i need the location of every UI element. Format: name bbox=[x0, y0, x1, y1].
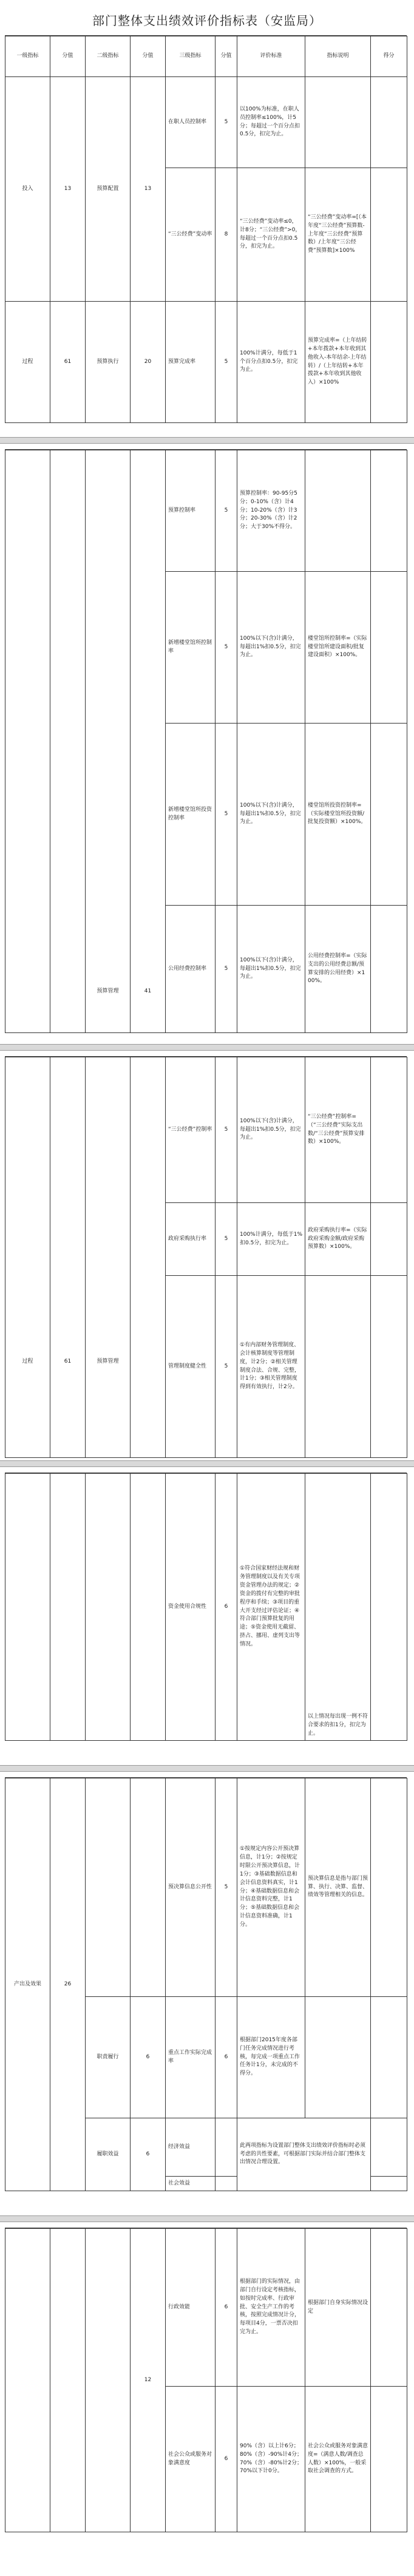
result-cell bbox=[371, 1203, 407, 1276]
table-header-row bbox=[5, 36, 407, 77]
header-cell: 指标说明 bbox=[305, 36, 371, 77]
l3-cell: 社会公众或服务对象满意度 bbox=[166, 2387, 215, 2532]
score-cell: 5 bbox=[215, 1276, 237, 1458]
l3-cell: 行政效能 bbox=[166, 2229, 215, 2387]
desc-cell: 预决算信息是指与部门预算、执行、决算、监督、绩效等管理相关的信息。 bbox=[305, 1778, 371, 1997]
l3-cell: 管理制度健全性 bbox=[166, 1276, 215, 1458]
score-cell: 5 bbox=[215, 1203, 237, 1276]
score-cell: 6 bbox=[131, 2118, 166, 2191]
indicator-table-1 bbox=[5, 36, 407, 423]
desc-cell: “三公经费”变动率=[（本年度“三公经费”预算数-上年度“三公经费”预算数）/上年度“三公经费”预算数]×100% bbox=[305, 168, 371, 302]
result-cell bbox=[371, 450, 407, 572]
score-cell: 5 bbox=[215, 450, 237, 572]
standard-cell: 100%计满分，每低于1个百分点扣0.5分，扣完为止。 bbox=[237, 302, 305, 423]
result-cell bbox=[371, 1276, 407, 1458]
l2-cell: 履职效益 bbox=[86, 2118, 131, 2191]
l3-cell: 预算控制率 bbox=[166, 450, 215, 572]
table-page-4 bbox=[5, 1473, 407, 1741]
result-cell bbox=[371, 2177, 407, 2191]
standard-cell: “三公经费”变动率≤0，计8分；“三公经费”>0，每超过一个百分点扣0.5分，扣完为止。 bbox=[237, 168, 305, 302]
indicator-table-3 bbox=[5, 1057, 407, 1458]
header-cell: 三级指标 bbox=[166, 36, 215, 77]
table-row bbox=[5, 77, 407, 168]
table-row bbox=[5, 302, 407, 423]
header-cell: 二级指标 bbox=[86, 36, 131, 77]
standard-cell: 90%（含）以上计6分；80%（含）-90%计4分；70%（含）-80%计2分；70%以下计0分。 bbox=[237, 2387, 305, 2532]
standard-cell: ①按规定内容公开预决算信息，计1分；②按规定时限公开预决算信息，计1分；③基础数据信息和会计信息资料真实，计1分；④基础数据信息和会计信息资料完整，计1分；⑤基础数据信息和会计信息资料准确，计1分。 bbox=[237, 1778, 305, 1997]
score-cell: 5 bbox=[215, 1057, 237, 1203]
l1-cell bbox=[5, 450, 50, 1033]
desc-cell bbox=[305, 77, 371, 168]
score-cell: 5 bbox=[215, 1778, 237, 1997]
result-cell bbox=[371, 1997, 407, 2118]
l3-cell: 社会效益 bbox=[166, 2177, 215, 2191]
score-cell bbox=[131, 1474, 166, 1741]
desc-cell: 楼堂馆所控制率=（实际楼堂馆所建设面积/批复建设面积）×100%。 bbox=[305, 572, 371, 724]
score-cell: 6 bbox=[215, 1997, 237, 2118]
score-cell bbox=[131, 1057, 166, 1458]
score-cell: 5 bbox=[215, 724, 237, 906]
l3-cell: 在职人员控制率 bbox=[166, 77, 215, 168]
table-page-2 bbox=[5, 449, 407, 1033]
score-cell: 6 bbox=[215, 2387, 237, 2532]
desc-cell bbox=[305, 1997, 371, 2118]
score-cell: 12 bbox=[131, 2229, 166, 2532]
l1-cell: 产出及效果 bbox=[5, 1778, 50, 2191]
desc-cell bbox=[305, 450, 371, 572]
desc-cell: 公用经费控制率=（实际支出的公用经费总额/预算安排的公用经费）×100%。 bbox=[305, 906, 371, 1033]
l2-cell bbox=[86, 1778, 131, 1997]
l2-cell bbox=[86, 1474, 131, 1741]
page-separator bbox=[0, 1460, 414, 1467]
desc-cell: “三公经费”控制率=（“三公经费”实际支出数/“三公经费”预算安排数）×100%。 bbox=[305, 1057, 371, 1203]
score-cell: 26 bbox=[50, 1778, 86, 2191]
l3-cell: 重点工作实际完成率 bbox=[166, 1997, 215, 2118]
result-cell bbox=[371, 302, 407, 423]
table-row bbox=[5, 1057, 407, 1203]
table-row bbox=[5, 2229, 407, 2387]
score-cell: 8 bbox=[215, 168, 237, 302]
score-cell bbox=[131, 1778, 166, 1997]
score-cell: 5 bbox=[215, 572, 237, 724]
score-cell bbox=[215, 2118, 237, 2177]
result-cell bbox=[371, 724, 407, 906]
score-cell: 13 bbox=[50, 77, 86, 302]
result-cell bbox=[371, 572, 407, 724]
l2-cell: 职责履行 bbox=[86, 1997, 131, 2118]
score-cell: 61 bbox=[50, 1057, 86, 1458]
l3-cell: 预算完成率 bbox=[166, 302, 215, 423]
score-cell: 5 bbox=[215, 906, 237, 1033]
header-cell: 评价标准 bbox=[237, 36, 305, 77]
standard-cell: 以100%为标准，在职人员控制率≤100%，计5分；每超过一个百分点扣0.5分，扣完为止。 bbox=[237, 77, 305, 168]
standard-cell: 预算控制率：90-95分5分；0-10%（含）计4分；10-20%（含）计3分；20-30%（含）计2分；大于30%不得分。 bbox=[237, 450, 305, 572]
score-cell: 5 bbox=[215, 302, 237, 423]
score-cell: 61 bbox=[50, 302, 86, 423]
l3-cell: 公用经费控制率 bbox=[166, 906, 215, 1033]
score-cell bbox=[215, 2177, 237, 2191]
result-cell bbox=[371, 1474, 407, 1741]
page-separator bbox=[0, 437, 414, 444]
score-cell bbox=[50, 2229, 86, 2532]
page-title: 部门整体支出绩效评价指标表（安监局） bbox=[92, 13, 322, 28]
result-cell bbox=[371, 2118, 407, 2177]
standard-cell: 100%计满分，每低于1%扣0.5分，扣完为止。 bbox=[237, 1203, 305, 1276]
score-cell: 41 bbox=[131, 450, 166, 1033]
indicator-table-4 bbox=[5, 1473, 407, 1741]
l2-cell: 预算执行 bbox=[86, 302, 131, 423]
l3-cell: 新增楼堂馆所控制率 bbox=[166, 572, 215, 724]
result-cell bbox=[371, 2387, 407, 2532]
result-cell bbox=[371, 906, 407, 1033]
table-row bbox=[5, 450, 407, 572]
page-separator bbox=[0, 1044, 414, 1051]
result-cell bbox=[371, 1057, 407, 1203]
header-cell: 得分 bbox=[371, 36, 407, 77]
l3-cell: 政府采购执行率 bbox=[166, 1203, 215, 1276]
standard-cell: 100%以下(含)计满分，每超出1%扣0.5分，扣完为止。 bbox=[237, 1057, 305, 1203]
l1-cell bbox=[5, 2229, 50, 2532]
score-cell: 20 bbox=[131, 302, 166, 423]
header-cell: 分值 bbox=[215, 36, 237, 77]
standard-cell: 100%以下(含)计满分，每超出1%扣0.5分，扣完为止。 bbox=[237, 572, 305, 724]
l3-cell: 新增楼堂馆所投资控制率 bbox=[166, 724, 215, 906]
result-cell bbox=[371, 2229, 407, 2387]
desc-cell: 预算完成率=（上年结转+本年拨款+本年收到其他收入-本年结余-上年结转）/（上年结转+本年拨款+本年收到其他收入）×100% bbox=[305, 302, 371, 423]
standard-cell: ①有内部财务管理制度、会计核算制度等管理制度，计2分；②相关管理制度合法、合规、完整，计1分；③相关管理制度得到有效执行，计2分。 bbox=[237, 1276, 305, 1458]
standard-cell: 100%以下(含)计满分，每超出1%扣0.5分，扣完为止。 bbox=[237, 724, 305, 906]
score-cell bbox=[50, 1474, 86, 1741]
score-cell: 6 bbox=[131, 1997, 166, 2118]
l1-cell: 投入 bbox=[5, 77, 50, 302]
desc-cell: 以上情况每出现一例不符合要求的扣1分，扣完为止。 bbox=[305, 1474, 371, 1741]
result-cell bbox=[371, 77, 407, 168]
standard-cell: 根据部门的实际情况，由部门自行设定考核指标，如按时完成率、行政审批、安全生产工作的考核，按照完成情况计分，每项目4分，一票否决扣完为止。 bbox=[237, 2229, 305, 2387]
table-page-3 bbox=[5, 1056, 407, 1458]
desc-cell: 根据部门自身实际情况设定 bbox=[305, 2229, 371, 2387]
score-cell bbox=[50, 450, 86, 1033]
l2-cell: 预算管理 bbox=[86, 450, 131, 1033]
l2-cell: 预算配置 bbox=[86, 77, 131, 302]
l3-cell: 经济效益 bbox=[166, 2118, 215, 2177]
result-cell bbox=[371, 168, 407, 302]
page-separator bbox=[0, 2215, 414, 2222]
l2-cell: 预算管理 bbox=[86, 1057, 131, 1458]
table-row bbox=[5, 1778, 407, 1997]
desc-cell: 楼堂馆所投资控制率=（实际楼堂馆所投资额/批复投资额）×100%。 bbox=[305, 724, 371, 906]
l3-cell: 预决算信息公开性 bbox=[166, 1778, 215, 1997]
indicator-table-6 bbox=[5, 2228, 407, 2532]
l1-cell: 过程 bbox=[5, 302, 50, 423]
l1-cell: 过程 bbox=[5, 1057, 50, 1458]
header-cell: 一级指标 bbox=[5, 36, 50, 77]
header-cell: 分值 bbox=[50, 36, 86, 77]
indicator-table-2 bbox=[5, 450, 407, 1033]
standard-cell: 100%以下(含)计满分，每超出1%扣0.5分，扣完为止。 bbox=[237, 906, 305, 1033]
page-separator bbox=[0, 1765, 414, 1772]
score-cell: 6 bbox=[215, 2229, 237, 2387]
l2-cell bbox=[86, 2229, 131, 2532]
score-cell: 5 bbox=[215, 77, 237, 168]
l3-cell: “三公经费”变动率 bbox=[166, 168, 215, 302]
table-row bbox=[5, 1474, 407, 1741]
l1-cell bbox=[5, 1474, 50, 1741]
standard-cell: 根据部门2015年度各部门任务完成情况进行考核，每完成一项重点工作任务计1分，未完成的不得分。 bbox=[237, 1997, 305, 2118]
l3-cell: 资金使用合规性 bbox=[166, 1474, 215, 1741]
desc-cell bbox=[305, 1276, 371, 1458]
header-cell: 分值 bbox=[131, 36, 166, 77]
standard-cell: ①符合国家财经法规和财务管理制度以及有关专项资金管理办法的规定；②资金的拨付有完整的审批程序和手续；③项目的重大开支经过评估论证；④符合部门预算批复的用途；⑤资金使用无截留、挤占、挪用、虚列支出等情况。 bbox=[237, 1474, 305, 1741]
table-page-1 bbox=[5, 35, 407, 423]
table-page-5 bbox=[5, 1777, 407, 2191]
standard-cell: 此两项指标为设置部门整体支出绩效评价指标时必须考虑的共性要素，可根据部门实际并结合部门整体支出情况合理设置。 bbox=[237, 2118, 371, 2191]
score-cell: 6 bbox=[215, 1474, 237, 1741]
result-cell bbox=[371, 1778, 407, 1997]
table-page-6 bbox=[5, 2228, 407, 2532]
desc-cell: 政府采购执行率=（实际政府采购金额/政府采购预算数）×100%。 bbox=[305, 1203, 371, 1276]
score-cell: 13 bbox=[131, 77, 166, 302]
indicator-table-5 bbox=[5, 1778, 407, 2191]
l3-cell: “三公经费”控制率 bbox=[166, 1057, 215, 1203]
desc-cell: 社会公众或服务对象满意度=（满意人数/调查总人数）×100%，一般采取社会调查的方式。 bbox=[305, 2387, 371, 2532]
